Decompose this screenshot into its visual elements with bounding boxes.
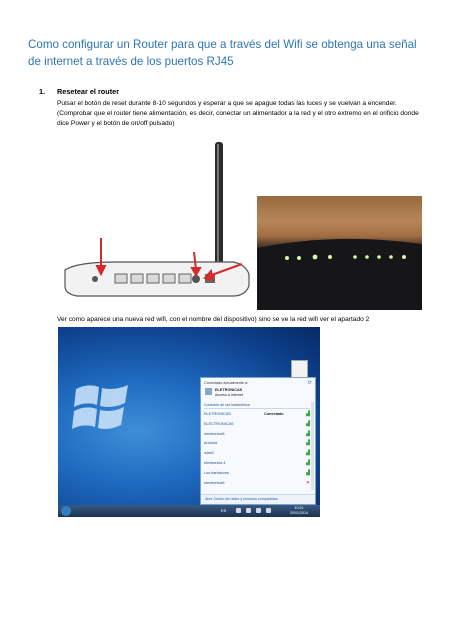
router-illustration: [57, 140, 253, 310]
signal-strength-icon: ▟: [306, 440, 310, 447]
page-title: Como configurar un Router para que a través del Wifi se obtenga una señal de internet a través de los puertos RJ45: [28, 38, 417, 68]
ethernet-ports: [115, 274, 191, 283]
wifi-network-name: wlan2: [204, 451, 214, 456]
section-number: 1.: [39, 87, 46, 96]
signal-strength-icon: ▟: [306, 459, 310, 466]
wifi-network-list: [204, 411, 310, 489]
section-heading: [39, 87, 119, 96]
start-button[interactable]: [61, 506, 71, 516]
windows-desktop-screenshot: [58, 327, 320, 517]
wifi-network-name: ELECTRONICAS: [204, 421, 234, 426]
instruction-text: Ver como aparece una nueva red wifi, con el nombre del dispositivo) sino se ve la red wifi ver el apartado 2: [57, 316, 370, 323]
wifi-panel-footer: [201, 494, 315, 504]
taskbar-clock[interactable]: [290, 506, 308, 515]
wifi-network-item[interactable]: [204, 450, 310, 460]
wifi-network-name: electronica5: [204, 431, 225, 436]
wifi-panel-header: Conectado actualmente a:: [204, 381, 249, 385]
wifi-network-item[interactable]: [204, 480, 310, 490]
router-photo: [57, 140, 253, 310]
section-title: Resetear el router: [57, 87, 120, 96]
tray-icon[interactable]: [236, 508, 241, 513]
lock-icon: ✕: [305, 479, 310, 486]
wifi-network-name: electronica6: [204, 480, 225, 485]
wifi-network-name: Android: [204, 441, 218, 446]
wireless-section-label: Conexión de red inalámbrica: [204, 403, 310, 409]
network-center-link[interactable]: Abrir Centro de redes y recursos compartidos: [205, 497, 278, 501]
wifi-networks-panel: [200, 377, 316, 505]
language-indicator[interactable]: ES: [221, 508, 227, 513]
clock-date: 20/01/2014: [290, 510, 308, 515]
network-icon: [205, 388, 212, 395]
signal-strength-icon: ▟: [306, 469, 310, 476]
router-lights-photo: [257, 196, 422, 310]
tray-icon[interactable]: [246, 508, 251, 513]
clock-time: 10:21: [294, 506, 304, 510]
signal-strength-icon: ▟: [306, 450, 310, 457]
wifi-network-item[interactable]: [204, 470, 310, 480]
wifi-network-name: Los barbacoes: [204, 470, 229, 475]
volume-icon[interactable]: [266, 508, 271, 513]
current-network-name: ELETRONICAS: [215, 388, 243, 392]
section-text: Pulsar el botón de reset durante 8-10 segundos y esperar a que se apague todas las luces y se vuelvan a encender. (Comprobar que el router tiene alimentación, es decir, conectar un alimentador a la red y el otro extremo en el orificio donde dice Power y el botón de on/off pulsado): [57, 100, 419, 128]
signal-strength-icon: ▟: [306, 411, 310, 417]
wifi-network-item[interactable]: [204, 440, 310, 450]
windows-logo-icon: [72, 379, 132, 437]
current-network-status: Acceso a Internet: [215, 393, 243, 397]
refresh-icon[interactable]: ⟳: [307, 380, 312, 386]
wifi-network-item[interactable]: [204, 421, 310, 431]
wifi-network-item[interactable]: [204, 411, 310, 421]
reset-button: [92, 276, 98, 282]
wifi-network-item[interactable]: [204, 431, 310, 441]
status-leds: [257, 196, 422, 310]
wifi-tray-icon[interactable]: [256, 508, 261, 513]
wifi-network-name: electronica 4: [204, 460, 226, 465]
scrollbar[interactable]: [311, 402, 314, 490]
signal-strength-icon: ▟: [306, 420, 310, 427]
signal-strength-icon: ▟: [306, 430, 310, 437]
wifi-network-name: ELETRONICAS: [204, 412, 231, 416]
wifi-network-item[interactable]: [204, 460, 310, 470]
taskbar: [58, 505, 320, 517]
wifi-network-status: Conectado: [264, 412, 284, 416]
